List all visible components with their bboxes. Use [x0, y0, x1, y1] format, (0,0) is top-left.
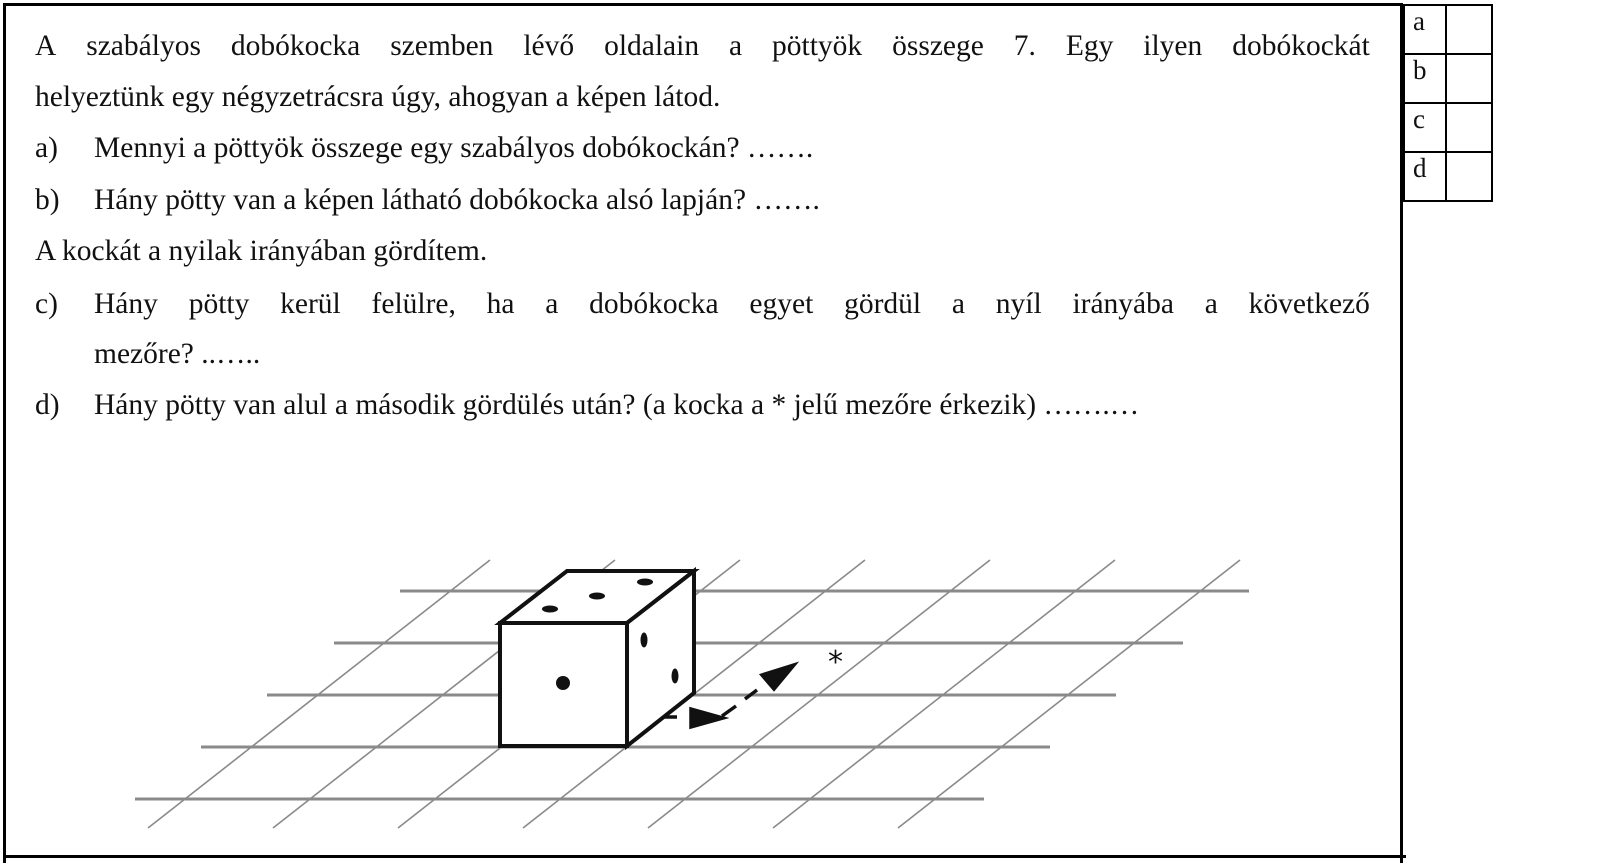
instruction-sentence: A kockát a nyilak irányában gördítem.	[35, 235, 488, 267]
arrow-dash	[722, 706, 736, 716]
word: nyíl	[995, 288, 1042, 320]
question-c-text-line-2: mezőre? ..…..	[94, 338, 261, 370]
question-a-text: Mennyi a pöttyök összege egy szabályos dobókockán? …….	[94, 132, 814, 164]
word: gördül	[844, 288, 922, 320]
word: oldalain	[604, 30, 700, 62]
question-d-label: d)	[35, 389, 60, 421]
word: pötty	[188, 288, 250, 320]
word: dobókockát	[1232, 30, 1370, 62]
score-letter: c	[1404, 103, 1446, 152]
word: szabályos	[86, 30, 201, 62]
word: ha	[486, 288, 515, 320]
score-letter: d	[1404, 152, 1446, 201]
question-d-text: Hány pötty van alul a második gördülés után? (a kocka a * jelű mezőre érkezik) …….…	[94, 389, 1140, 421]
target-asterisk: *	[828, 645, 843, 680]
word: szemben	[390, 30, 494, 62]
question-a-label: a)	[35, 132, 58, 164]
word: ilyen	[1143, 30, 1203, 62]
word: egyet	[749, 288, 814, 320]
pip-top-2	[589, 593, 605, 600]
word: a	[545, 288, 559, 320]
question-c-label: c)	[35, 288, 58, 320]
pip-top-1	[542, 606, 558, 613]
pip-right-1	[641, 633, 648, 648]
word: következő	[1248, 288, 1370, 320]
pip-front-1	[556, 676, 570, 690]
word: kerül	[280, 288, 341, 320]
word: a	[729, 30, 743, 62]
word: a	[1204, 288, 1218, 320]
pip-right-2	[672, 669, 679, 684]
arrow-head-diagonal-icon	[762, 665, 794, 689]
word: Egy	[1065, 30, 1114, 62]
word: lévő	[523, 30, 575, 62]
word: dobókocka	[589, 288, 719, 320]
word: irányába	[1072, 288, 1174, 320]
word: felülre,	[371, 288, 456, 320]
question-b-text: Hány pötty van a képen látható dobókocka alsó lapján? …….	[94, 184, 820, 216]
pip-top-3	[637, 579, 653, 586]
question-b-label: b)	[35, 184, 60, 216]
arrow-head-right-icon	[691, 709, 723, 727]
score-letter: b	[1404, 54, 1446, 103]
word: a	[951, 288, 965, 320]
intro-line-2: helyeztünk egy négyzetrácsra úgy, ahogyan a képen látod.	[35, 81, 721, 113]
word: 7.	[1013, 30, 1036, 62]
word: összege	[892, 30, 984, 62]
word: A	[35, 30, 57, 62]
score-letter: a	[1404, 5, 1446, 54]
word: pöttyök	[772, 30, 863, 62]
word: Hány	[94, 288, 158, 320]
word: dobókocka	[230, 30, 361, 62]
